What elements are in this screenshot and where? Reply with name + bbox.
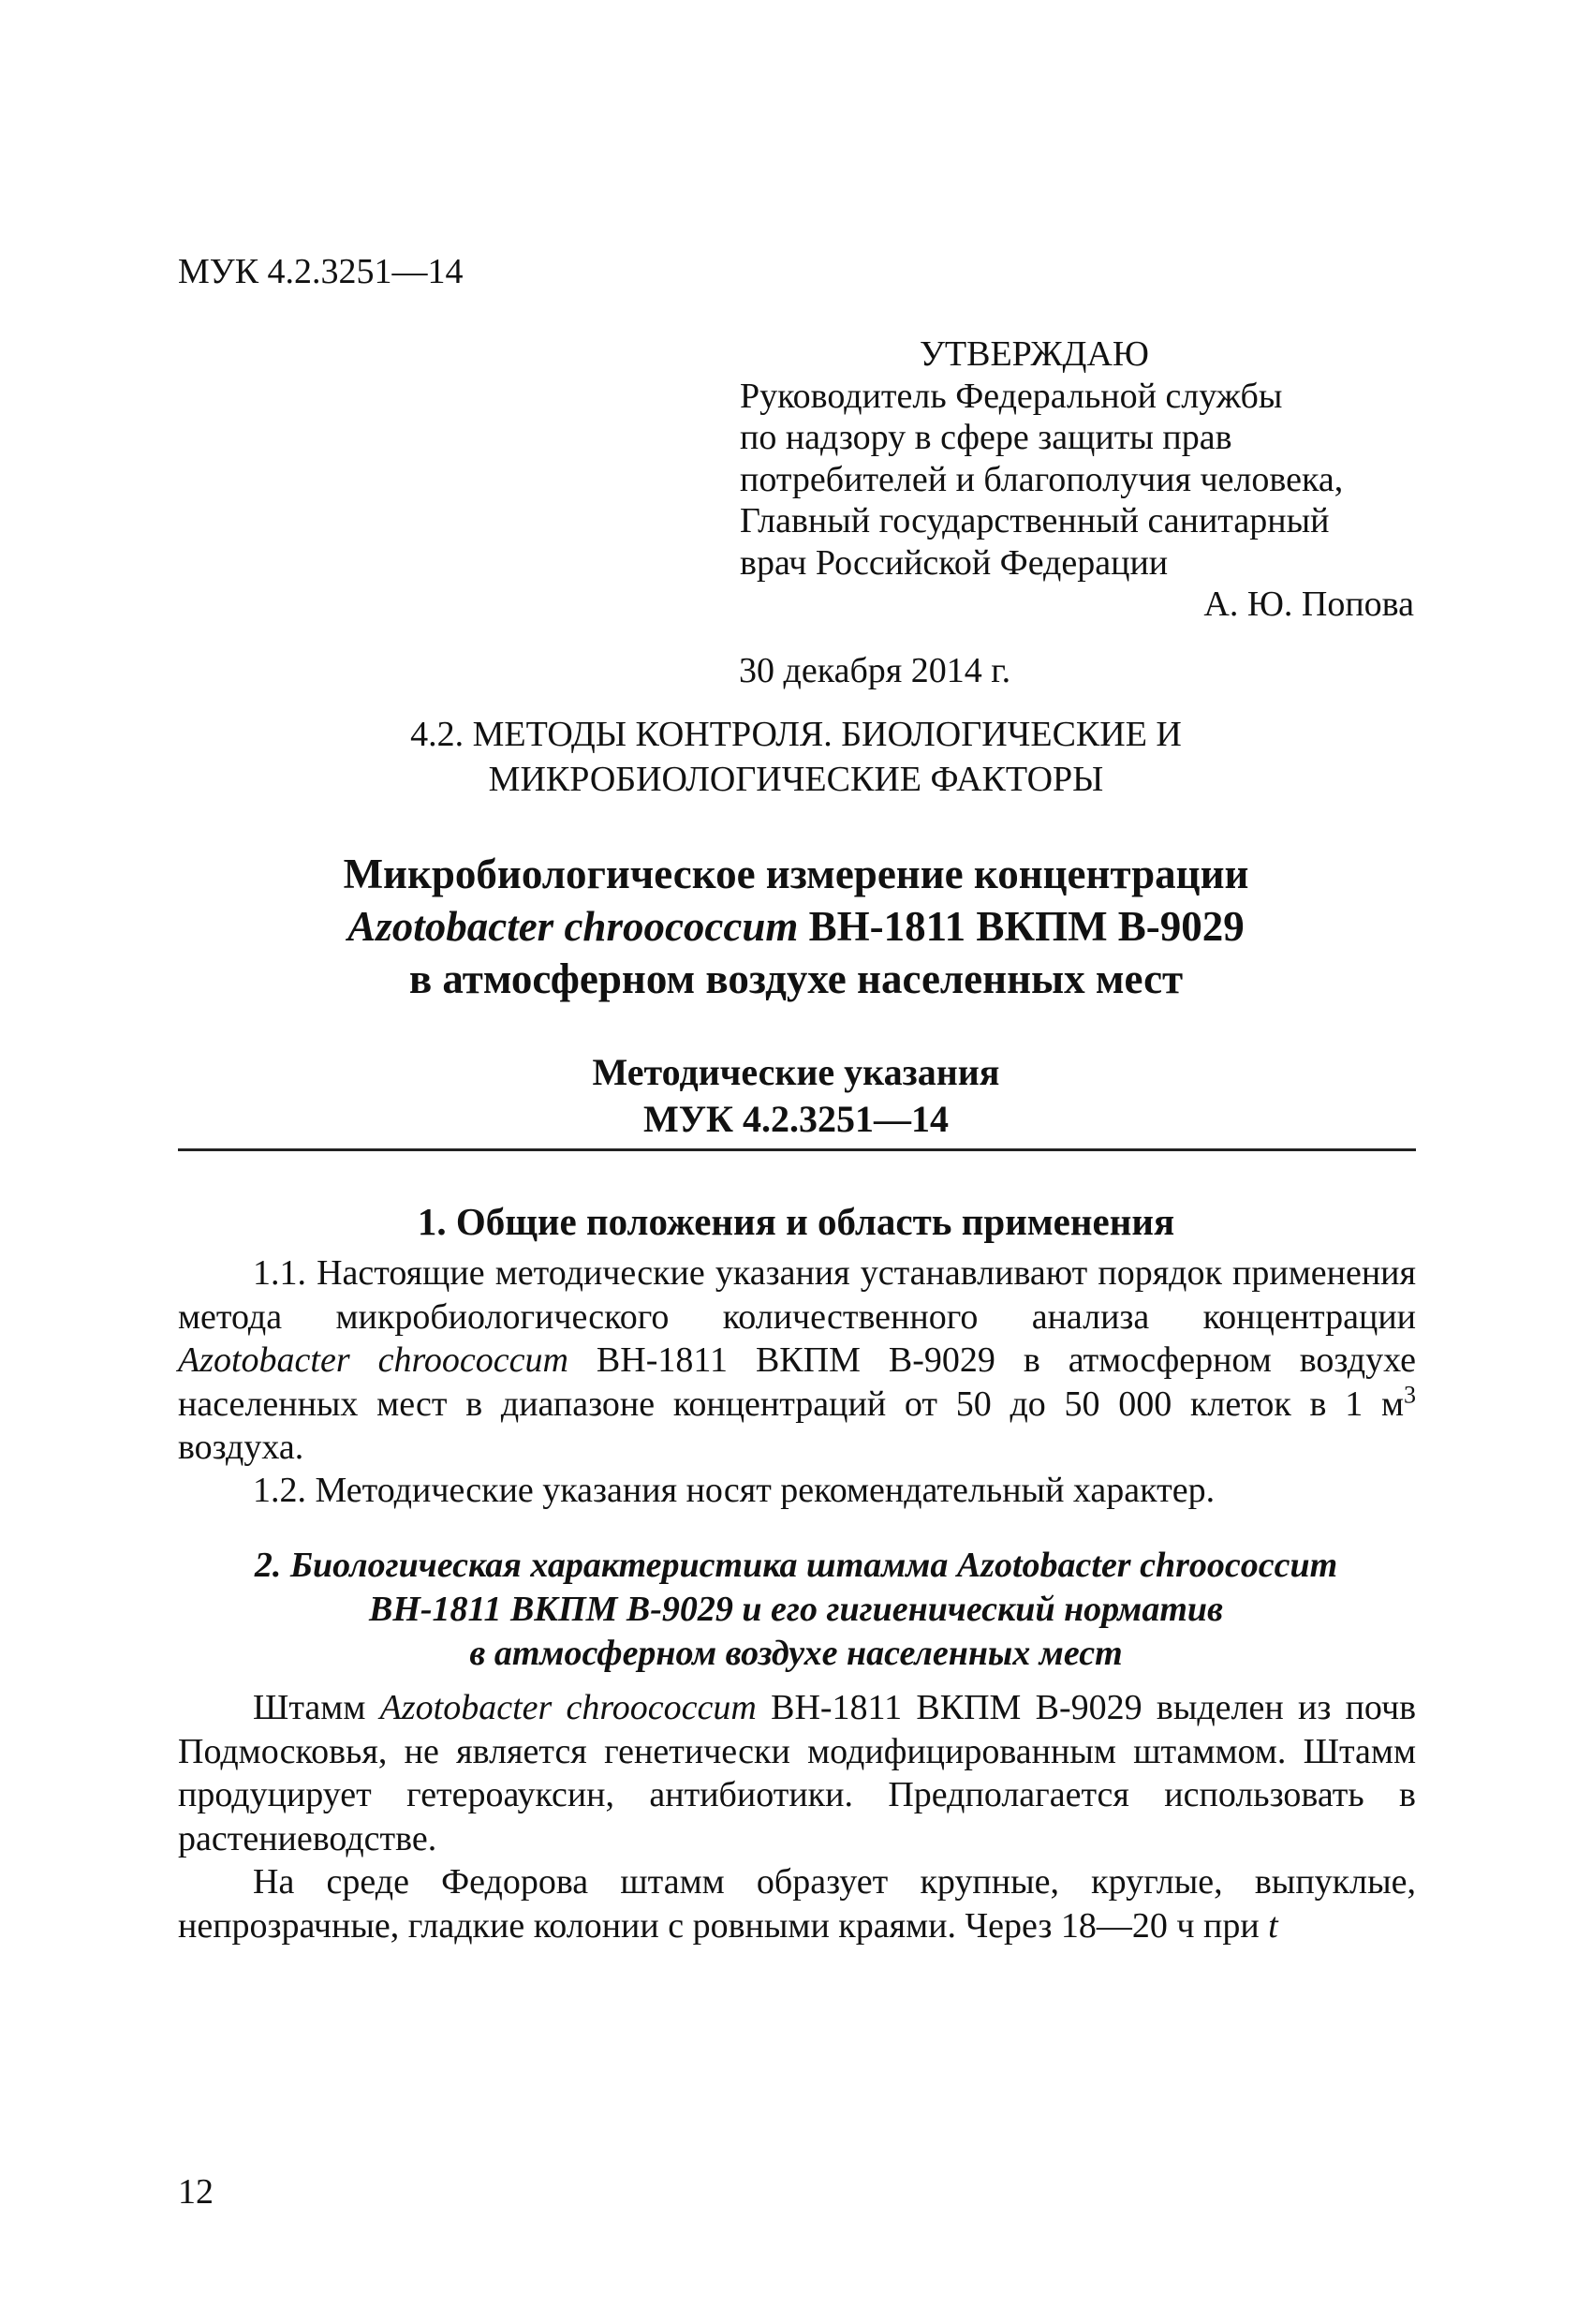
title-line: в атмосферном воздухе населенных мест <box>408 955 1184 1002</box>
paragraph-1-1: 1.1. Настоящие методические указания устанавливают порядок применения метода микробиологического количественного анализа концентрации Azotobacter chroococcum ВН-1811 ВКПМ В-9029 в атмосферном воздухе населенных мест в диапазоне концентраций от 50 до 50 000 клеток в 1 $м^3$ воздуха. <box>178 1253 1416 1467</box>
approval-block <box>740 333 1414 691</box>
document-title <box>178 848 1414 1005</box>
approval-line: Руководитель Федеральной службы <box>740 376 1283 416</box>
document-code-header: МУК 4.2.3251—14 <box>178 252 464 291</box>
approve-word: УТВЕРЖДАЮ <box>920 334 1149 374</box>
section-2-heading-line: 2. Биологическая характеристика штамма Azotobacter chroococcum <box>254 1546 1338 1585</box>
title-line: Микробиологическое измерение концентрации <box>343 851 1249 897</box>
approval-line: Главный государственный санитарный <box>740 501 1330 540</box>
section-2-heading-line: в атмосферном воздухе населенных мест <box>469 1634 1123 1673</box>
paragraph-2-2: На среде Федорова штамм образует крупные, круглые, выпуклые, непрозрачные, гладкие колонии с ровными краями. Через 18—20 ч при t <box>178 1862 1416 1946</box>
species-name: Azotobacter chroococcum <box>379 1688 757 1727</box>
paragraph-2-1: Штамм Azotobacter chroococcum ВН-1811 ВКПМ В-9029 выделен из почв Подмосковья, не является генетически модифицированным штаммом. Штамм продуцирует гетероауксин, антибиотики. Предполагается использовать в растениеводстве. <box>178 1688 1417 1858</box>
section-category-line: 4.2. МЕТОДЫ КОНТРОЛЯ. БИОЛОГИЧЕСКИЕ И <box>410 715 1182 754</box>
title-line <box>178 900 1414 953</box>
title-species-name: Azotobacter chroococcum <box>347 903 799 950</box>
approval-date: 30 декабря 2014 г. <box>739 650 1011 690</box>
document-type-code: МУК 4.2.3251—14 <box>642 1098 950 1140</box>
horizontal-divider <box>178 1148 1416 1151</box>
signatory-name: А. Ю. Попова <box>1203 585 1414 624</box>
paragraph-1-2: 1.2. Методические указания носят рекомендательный характер. <box>253 1471 1216 1510</box>
species-name: Azotobacter chroococcum <box>178 1340 568 1380</box>
approval-line: потребителей и благополучия человека, <box>740 459 1344 499</box>
page-number: 12 <box>178 2172 214 2212</box>
section-category-line: МИКРОБИОЛОГИЧЕСКИЕ ФАКТОРЫ <box>488 760 1104 799</box>
section-2-heading-line: ВН-1811 ВКПМ В-9029 и его гигиенический норматив <box>369 1590 1223 1629</box>
section-1-heading: 1. Общие положения и область применения <box>417 1200 1175 1243</box>
section-2-heading <box>178 1544 1414 1676</box>
section-category-header <box>178 712 1414 802</box>
approval-line: по надзору в сфере защиты прав <box>740 418 1232 457</box>
document-type-name: Методические указания <box>592 1051 1000 1093</box>
superscript: 3 <box>1404 1380 1416 1408</box>
approval-line: врач Российской Федерации <box>740 542 1169 583</box>
title-strain: ВН-1811 ВКПМ В-9029 <box>798 903 1245 950</box>
temperature-symbol: t <box>1268 1905 1278 1946</box>
document-type <box>178 1049 1414 1143</box>
